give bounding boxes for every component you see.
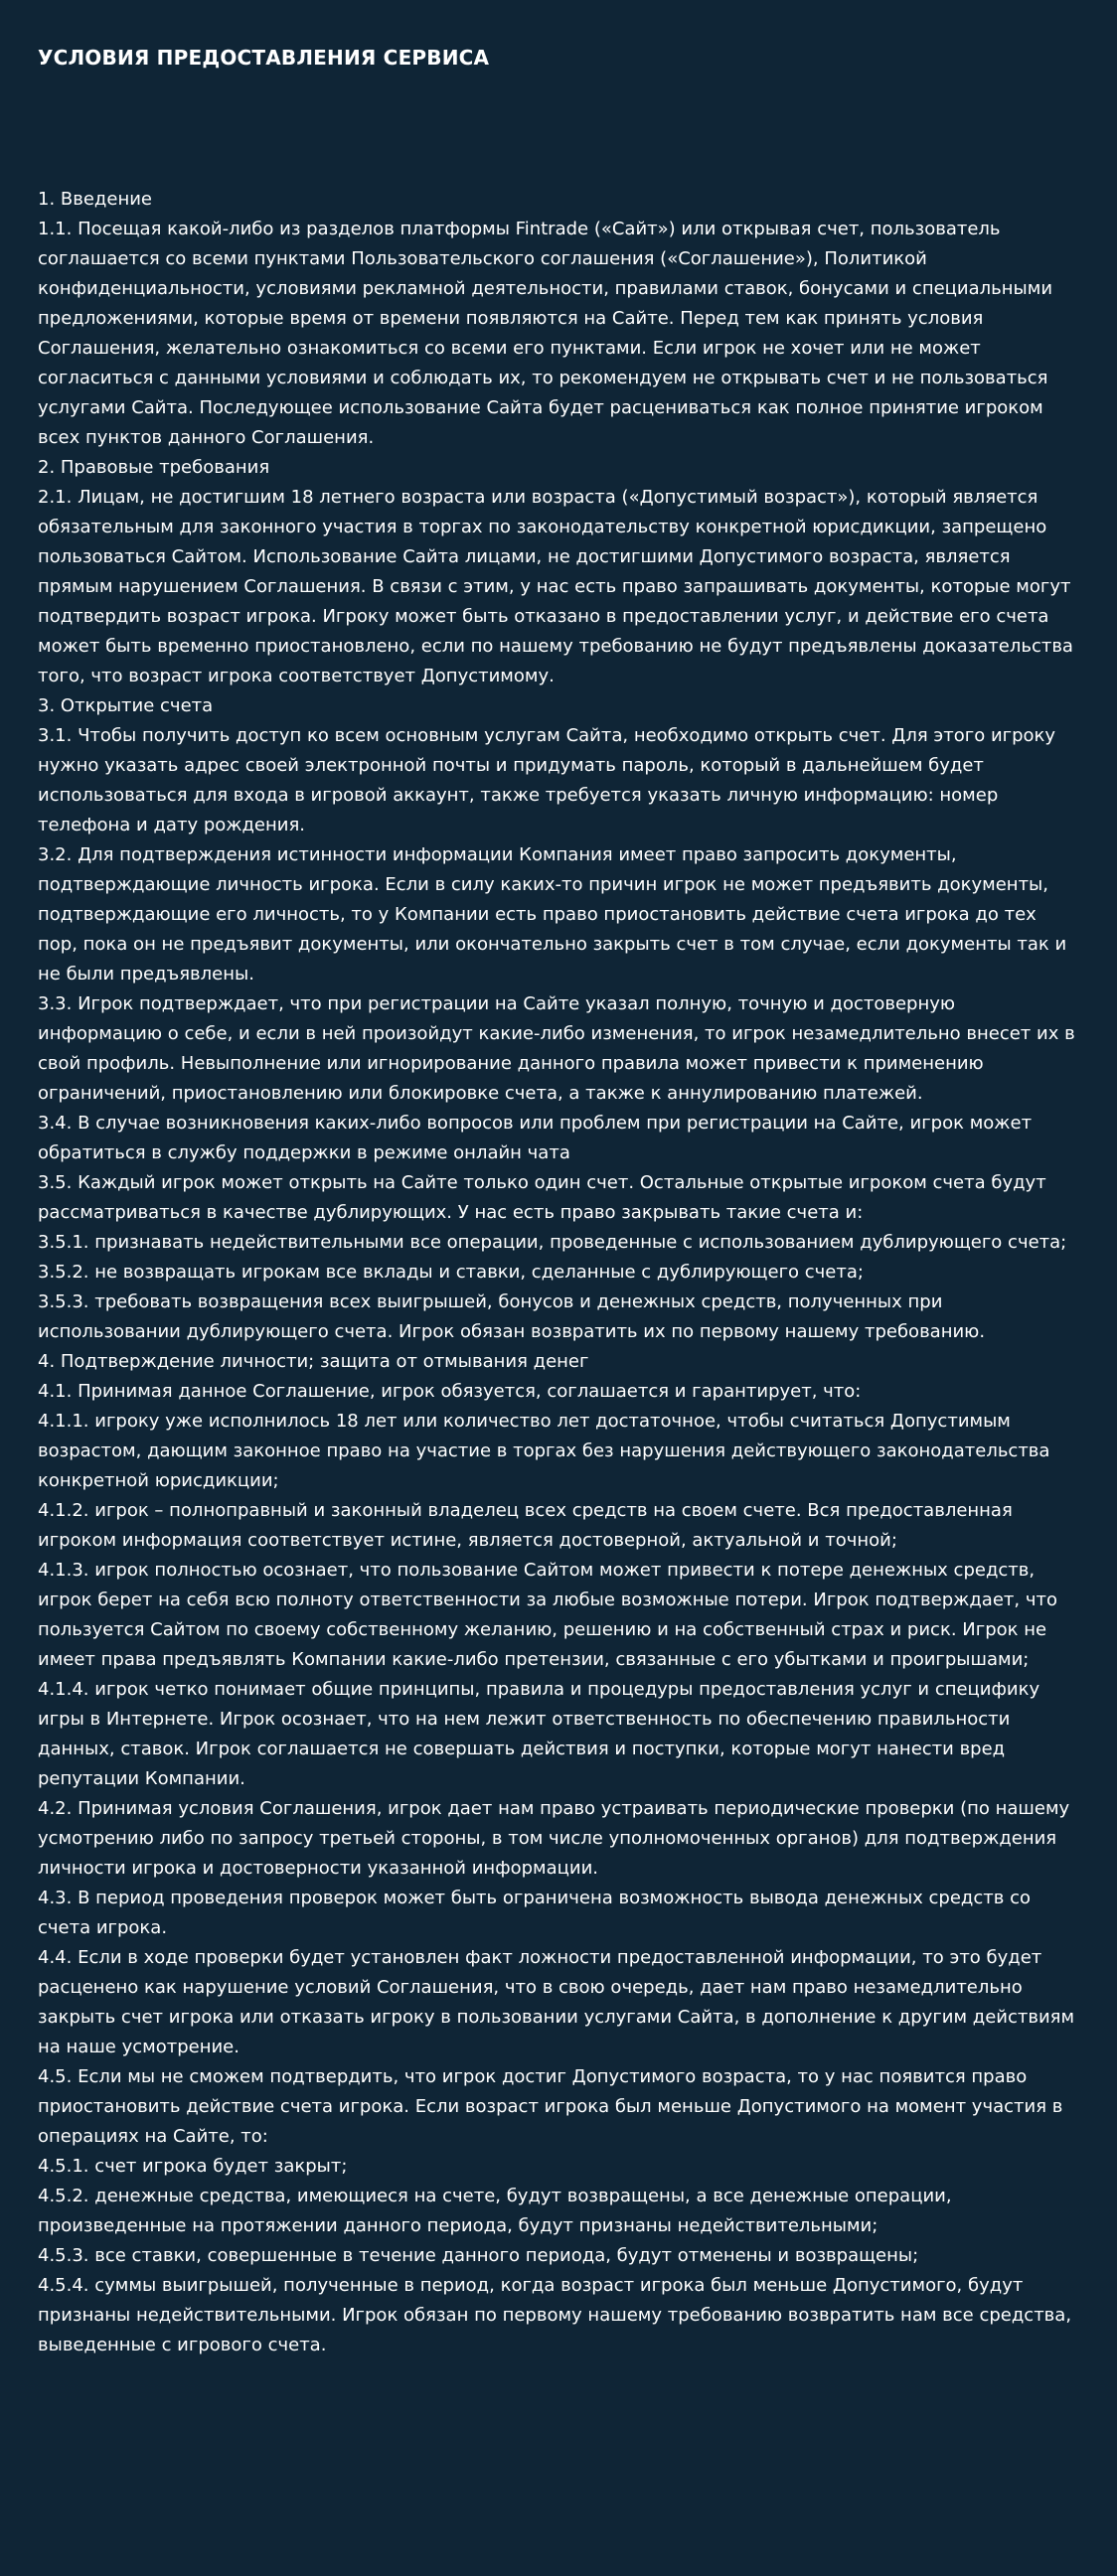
terms-paragraph: 3.5.1. признавать недействительными все операции, проведенные с использованием дублирующего счета;: [38, 1232, 1067, 1253]
terms-paragraph: 4.1.2. игрок – полноправный и законный владелец всех средств на своем счете. Вся предоставленная игроком информация соответствует истине, является достоверной, актуальной и точной;: [38, 1500, 1013, 1551]
terms-paragraph: 3. Открытие счета: [38, 695, 214, 716]
terms-paragraph: 4.5.1. счет игрока будет закрыт;: [38, 2156, 348, 2177]
terms-paragraph: 4.5.2. денежные средства, имеющиеся на счете, будут возвращены, а все денежные операции, произведенные на протяжении данного периода, будут признаны недействительными;: [38, 2186, 952, 2236]
terms-paragraph: 3.5.2. не возвращать игрокам все вклады и ставки, сделанные с дублирующего счета;: [38, 1262, 864, 1283]
terms-paragraph: 1. Введение: [38, 189, 152, 210]
terms-paragraph: 3.5. Каждый игрок может открыть на Сайте только один счет. Остальные открытые игроком счета будут рассматриваться в качестве дублирующих. У нас есть право закрывать такие счета и:: [38, 1172, 1046, 1223]
terms-paragraph: 4.1.4. игрок четко понимает общие принципы, правила и процедуры предоставления услуг и специфику игры в Интернете. Игрок осознает, что на нем лежит ответственность по обеспечению правильности данных, ставок. Игрок соглашается не совершать действия и поступки, которые могут нанести вред репутации Компании.: [38, 1679, 1040, 1789]
terms-content: [38, 185, 1079, 2360]
page-title: УСЛОВИЯ ПРЕДОСТАВЛЕНИЯ СЕРВИСА: [38, 46, 490, 70]
terms-paragraph: 4.1.3. игрок полностью осознает, что пользование Сайтом может привести к потере денежных средств, игрок берет на себя всю полноту ответственности за любые возможные потери. Игрок подтверждает, что пользуется Сайтом по своему собственному желанию, решению и на собственный страх и риск. Игрок не имеет права предъявлять Компании какие-либо претензии, связанные с его убытками и проигрышами;: [38, 1560, 1057, 1670]
terms-paragraph: 2.1. Лицам, не достигшим 18 летнего возраста или возраста («Допустимый возраст»), который является обязательным для законного участия в торгах по законодательству конкретной юрисдикции, запрещено пользоваться Сайтом. Использование Сайта лицами, не достигшими Допустимого возраста, является прямым нарушением Соглашения. В связи с этим, у нас есть право запрашивать документы, которые могут подтвердить возраст игрока. Игроку может быть отказано в предоставлении услуг, и действие его счета может быть временно приостановлено, если по нашему требованию не будут предъявлены доказательства того, что возраст игрока соответствует Допустимому.: [38, 487, 1073, 686]
terms-paragraph: 4.1. Принимая данное Соглашение, игрок обязуется, соглашается и гарантирует, что:: [38, 1381, 862, 1402]
terms-paragraph: 4. Подтверждение личности; защита от отмывания денег: [38, 1351, 589, 1372]
terms-paragraph: 3.4. В случае возникновения каких-либо вопросов или проблем при регистрации на Сайте, игрок может обратиться в службу поддержки в режиме онлайн чата: [38, 1113, 1033, 1163]
terms-paragraph: 4.5.3. все ставки, совершенные в течение данного периода, будут отменены и возвращены;: [38, 2245, 919, 2266]
terms-paragraph: 4.4. Если в ходе проверки будет установлен факт ложности предоставленной информации, то это будет расценено как нарушение условий Соглашения, что в свою очередь, дает нам право незамедлительно закрыть счет игрока или отказать игроку в пользовании услугами Сайта, в дополнение к другим действиям на наше усмотрение.: [38, 1947, 1075, 2057]
terms-paragraph: 4.1.1. игроку уже исполнилось 18 лет или количество лет достаточное, чтобы считаться Допустимым возрастом, дающим законное право на участие в торгах без нарушения действующего законодательства конкретной юрисдикции;: [38, 1411, 1050, 1491]
terms-paragraph: 3.3. Игрок подтверждает, что при регистрации на Сайте указал полную, точную и достоверную информацию о себе, и если в ней произойдут какие-либо изменения, то игрок незамедлительно внесет их в свой профиль. Невыполнение или игнорирование данного правила может привести к применению ограничений, приостановлению или блокировке счета, а также к аннулированию платежей.: [38, 993, 1075, 1104]
terms-paragraph: 3.5.3. требовать возвращения всех выигрышей, бонусов и денежных средств, полученных при использовании дублирующего счета. Игрок обязан возвратить их по первому нашему требованию.: [38, 1291, 986, 1342]
terms-paragraph: 4.2. Принимая условия Соглашения, игрок дает нам право устраивать периодические проверки (по нашему усмотрению либо по запросу третьей стороны, в том числе уполномоченных органов) для подтверждения личности игрока и достоверности указанной информации.: [38, 1798, 1070, 1879]
terms-paragraph: 4.3. В период проведения проверок может быть ограничена возможность вывода денежных средств со счета игрока.: [38, 1888, 1031, 1938]
terms-paragraph: 4.5.4. суммы выигрышей, полученные в период, когда возраст игрока был меньше Допустимого, будут признаны недействительными. Игрок обязан по первому нашему требованию возвратить нам все средства, выведенные с игрового счета.: [38, 2275, 1072, 2355]
terms-paragraph: 1.1. Посещая какой-либо из разделов платформы Fintrade («Сайт») или открывая счет, пользователь соглашается со всеми пунктами Пользовательского соглашения («Соглашение»), Политикой конфиденциальности, условиями рекламной деятельности, правилами ставок, бонусами и специальными предложениями, которые время от времени появляются на Сайте. Перед тем как принять условия Соглашения, желательно ознакомиться со всеми его пунктами. Если игрок не хочет или не может согласиться с данными условиями и соблюдать их, то рекомендуем не открывать счет и не пользоваться услугами Сайта. Последующее использование Сайта будет расцениваться как полное принятие игроком всех пунктов данного Соглашения.: [38, 219, 1053, 448]
terms-paragraph: 4.5. Если мы не сможем подтвердить, что игрок достиг Допустимого возраста, то у нас появится право приостановить действие счета игрока. Если возраст игрока был меньше Допустимого на момент участия в операциях на Сайте, то:: [38, 2066, 1063, 2147]
terms-paragraph: 3.2. Для подтверждения истинности информации Компания имеет право запросить документы, подтверждающие личность игрока. Если в силу каких-то причин игрок не может предъявить документы, подтверждающие его личность, то у Компании есть право приостановить действие счета игрока до тех пор, пока он не предъявит документы, или окончательно закрыть счет в том случае, если документы так и не были предъявлены.: [38, 844, 1067, 985]
terms-paragraph: 2. Правовые требования: [38, 457, 270, 478]
terms-paragraph: 3.1. Чтобы получить доступ ко всем основным услугам Сайта, необходимо открыть счет. Для этого игроку нужно указать адрес своей электронной почты и придумать пароль, который в дальнейшем будет использоваться для входа в игровой аккаунт, также требуется указать личную информацию: номер телефона и дату рождения.: [38, 725, 1056, 835]
